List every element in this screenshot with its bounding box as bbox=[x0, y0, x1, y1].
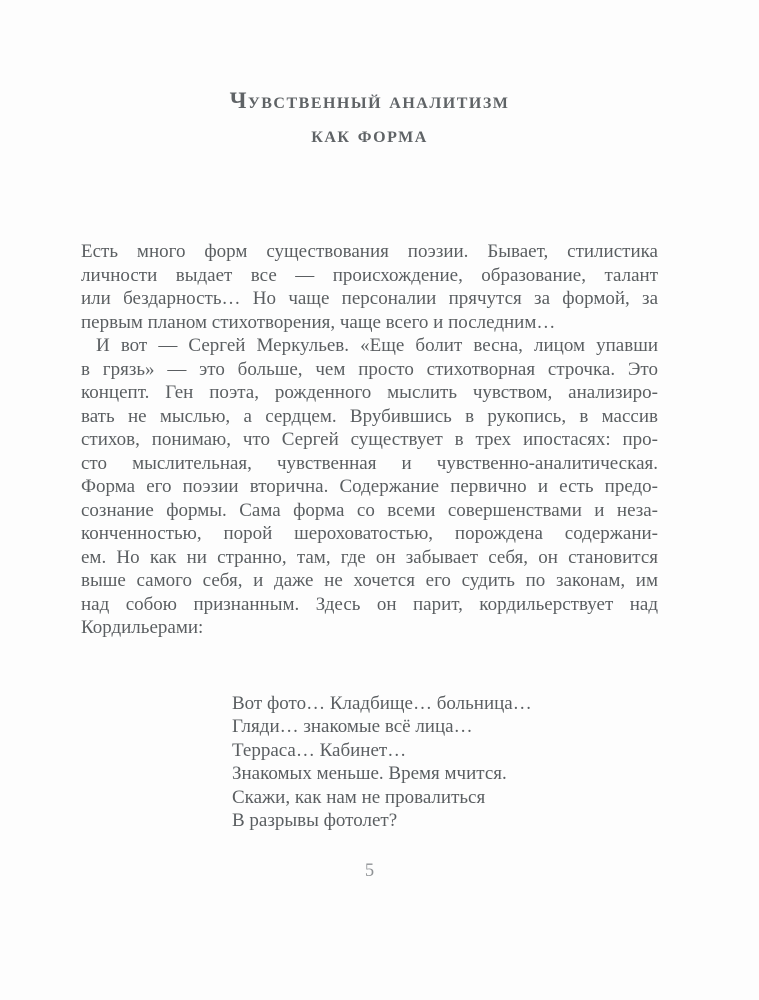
text-line: сознание формы. Сама форма со всеми совершенствами и неза- bbox=[81, 499, 658, 521]
text-line: вать не мыслью, а сердцем. Врубившись в рукопись, в массив bbox=[81, 405, 658, 427]
poem-line: Знакомых меньше. Время мчится. bbox=[232, 763, 507, 784]
page-number: 5 bbox=[364, 861, 375, 881]
text-line: первым планом стихотворения, чаще всего и последним… bbox=[81, 311, 556, 333]
chapter-title-line-2: как форма bbox=[311, 122, 428, 147]
text-line: ем. Но как ни странно, там, где он забывает себя, он становится bbox=[81, 546, 658, 568]
poem-line: Гляди… знакомые всё лица… bbox=[232, 716, 473, 737]
text-line: или бездарность… Но чаще персоналии прячутся за формой, за bbox=[81, 288, 658, 309]
poem-quote bbox=[232, 692, 658, 833]
text-line: Есть много форм существования поэзии. Бывает, стилистика bbox=[81, 241, 658, 262]
paragraph-1 bbox=[81, 240, 658, 334]
poem-line: В разрывы фотолет? bbox=[232, 810, 398, 831]
text-line: концепт. Ген поэта, рожденного мыслить чувством, анализиро- bbox=[81, 382, 658, 403]
text-line: И вот — Сергей Меркульев. «Еще болит весна, лицом упавши bbox=[96, 335, 658, 356]
chapter-title bbox=[81, 84, 658, 152]
poem-line: Скажи, как нам не провалиться bbox=[232, 786, 486, 808]
text-line: стихов, понимаю, что Сергей существует в трех ипостасях: про- bbox=[81, 429, 658, 450]
poem-line: Терраса… Кабинет… bbox=[232, 739, 407, 761]
text-line: сто мыслительная, чувственная и чувственно-аналитическая. bbox=[81, 452, 658, 474]
text-line: личности выдает все — происхождение, образование, талант bbox=[81, 264, 658, 286]
text-line: конченностью, порой шероховатостью, порождена содержани- bbox=[81, 523, 658, 544]
paragraph-2 bbox=[81, 334, 658, 640]
text-line: Кордильерами: bbox=[81, 617, 204, 638]
chapter-title-line-1: Чувственный аналитизм bbox=[229, 88, 510, 113]
text-line: над собою признанным. Здесь он парит, кордильерствует над bbox=[81, 593, 658, 615]
page-body bbox=[81, 240, 658, 833]
poem-line: Вот фото… Кладбище… больница… bbox=[232, 692, 532, 714]
text-line: Форма его поэзии вторична. Содержание первично и есть предо- bbox=[81, 476, 658, 497]
text-line: в грязь» — это больше, чем просто стихотворная строчка. Это bbox=[81, 358, 658, 380]
text-line: выше самого себя, и даже не хочется его судить по законам, им bbox=[81, 570, 658, 591]
